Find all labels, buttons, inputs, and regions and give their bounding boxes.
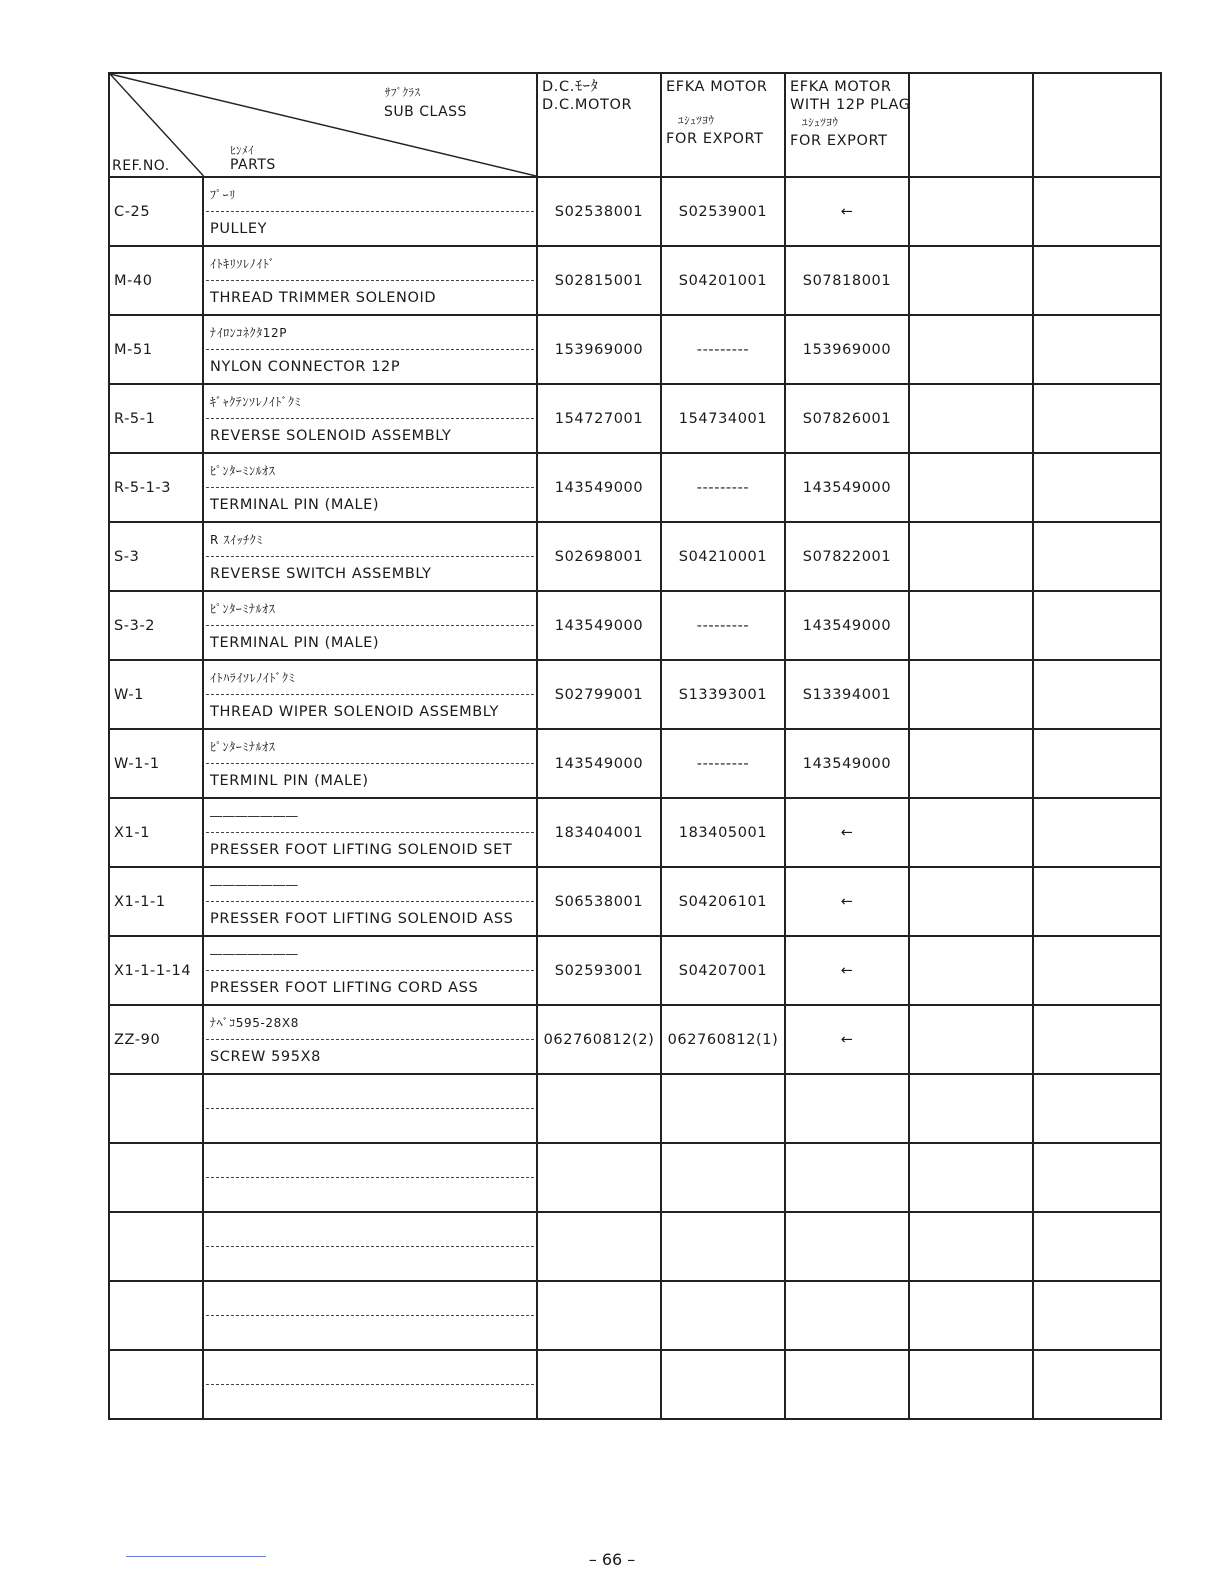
ref-no-cell: X1-1-1 <box>109 867 203 936</box>
part-code-cell-2: S04206101 <box>661 867 785 936</box>
part-code-cell-3: S13394001 <box>785 660 909 729</box>
part-name-jp: ――――――― <box>210 808 299 823</box>
part-name-cell <box>203 453 537 522</box>
part-code-cell-4 <box>909 1350 1033 1419</box>
col-header-line: EFKA MOTOR <box>790 79 892 95</box>
part-code-cell-4 <box>909 1005 1033 1074</box>
part-name-jp: ﾅｲﾛﾝｺﾈｸﾀ12P <box>210 326 288 340</box>
ref-no-cell: M-40 <box>109 246 203 315</box>
part-code-cell-4 <box>909 453 1033 522</box>
table-row <box>109 729 1161 798</box>
part-code-cell-3: 143549000 <box>785 591 909 660</box>
part-code-cell-5 <box>1033 729 1161 798</box>
part-name-jp: ｲﾄﾊﾗｲｿﾚﾉｲﾄﾞｸﾐ <box>210 671 296 685</box>
col-header-line: FOR EXPORT <box>790 133 888 149</box>
table-row <box>109 660 1161 729</box>
part-name-jp <box>204 1144 536 1177</box>
part-code-cell-1: 183404001 <box>537 798 661 867</box>
part-name-jp: ﾋﾟﾝﾀｰﾐﾅﾙｵｽ <box>210 602 276 616</box>
part-code-cell-3: S07826001 <box>785 384 909 453</box>
part-code-cell-3: ← <box>785 798 909 867</box>
ref-no-cell: X1-1 <box>109 798 203 867</box>
part-name-cell <box>203 729 537 798</box>
part-code-cell-1 <box>537 1074 661 1143</box>
page-number: – 66 – <box>588 1550 636 1569</box>
ref-no-cell: S-3 <box>109 522 203 591</box>
part-code-cell-1 <box>537 1143 661 1212</box>
part-name-jp: ﾋﾟﾝﾀｰﾐﾅﾙｵｽ <box>210 740 276 754</box>
part-code-cell-1: 143549000 <box>537 729 661 798</box>
part-code-cell-3: ← <box>785 177 909 246</box>
part-code-cell-1: 154727001 <box>537 384 661 453</box>
part-code-cell-1: S02538001 <box>537 177 661 246</box>
header-corner-cell <box>109 73 537 177</box>
part-code-cell-5 <box>1033 1005 1161 1074</box>
part-code-cell-2: --------- <box>661 591 785 660</box>
ref-no-cell: R-5-1-3 <box>109 453 203 522</box>
part-code-cell-1: S02593001 <box>537 936 661 1005</box>
col-header-line: WITH 12P PLAG <box>790 97 911 113</box>
part-code-cell-1: 153969000 <box>537 315 661 384</box>
table-row <box>109 936 1161 1005</box>
parts-table <box>108 72 1162 1420</box>
parts-sheet <box>108 72 1160 1410</box>
part-code-cell-1: S02698001 <box>537 522 661 591</box>
part-code-cell-1: 143549000 <box>537 453 661 522</box>
part-name-jp: ｷﾞｬｸﾃﾝｿﾚﾉｲﾄﾞｸﾐ <box>210 395 302 409</box>
part-code-cell-2 <box>661 1350 785 1419</box>
part-code-cell-5 <box>1033 384 1161 453</box>
part-code-cell-4 <box>909 936 1033 1005</box>
part-code-cell-3: S07822001 <box>785 522 909 591</box>
table-row <box>109 1350 1161 1419</box>
part-code-cell-4 <box>909 867 1033 936</box>
part-name-en <box>204 1316 536 1349</box>
part-name-en <box>204 1247 536 1280</box>
ref-no-cell: W-1-1 <box>109 729 203 798</box>
header-row <box>109 73 1161 177</box>
part-code-cell-5 <box>1033 867 1161 936</box>
sub-class-label: SUB CLASS <box>384 104 467 120</box>
ref-no-cell <box>109 1281 203 1350</box>
part-code-cell-1 <box>537 1281 661 1350</box>
part-name-en: PULLEY <box>210 220 268 237</box>
col-header-line <box>666 96 784 112</box>
part-code-cell-2: S04207001 <box>661 936 785 1005</box>
ref-no-cell <box>109 1074 203 1143</box>
col-header-line: ﾕｼｭﾂﾖｳ <box>802 116 839 129</box>
part-name-en: PRESSER FOOT LIFTING CORD ASS <box>210 979 479 996</box>
ref-no-cell: W-1 <box>109 660 203 729</box>
ref-no-cell: R-5-1 <box>109 384 203 453</box>
part-code-cell-2: S04201001 <box>661 246 785 315</box>
part-name-en: TERMINAL PIN (MALE) <box>210 496 380 513</box>
part-code-cell-3 <box>785 1074 909 1143</box>
part-name-en <box>204 1109 536 1142</box>
table-row <box>109 1143 1161 1212</box>
part-code-cell-1: 062760812(2) <box>537 1005 661 1074</box>
part-name-cell <box>203 591 537 660</box>
part-name-en: PRESSER FOOT LIFTING SOLENOID SET <box>210 841 513 858</box>
table-row <box>109 867 1161 936</box>
part-code-cell-5 <box>1033 591 1161 660</box>
part-code-cell-3 <box>785 1212 909 1281</box>
part-name-cell <box>203 1005 537 1074</box>
part-code-cell-2: 154734001 <box>661 384 785 453</box>
part-name-cell <box>203 384 537 453</box>
col-header-line: D.C.ﾓｰﾀ <box>542 79 599 95</box>
part-name-en: REVERSE SWITCH ASSEMBLY <box>210 565 432 582</box>
part-code-cell-3 <box>785 1281 909 1350</box>
part-code-cell-4 <box>909 798 1033 867</box>
part-name-jp: ﾅﾍﾞｺ595-28X8 <box>210 1016 299 1030</box>
parts-jp-label: ﾋﾝﾒｲ <box>230 144 254 157</box>
table-row <box>109 591 1161 660</box>
sub-class-jp-label: ｻﾌﾞｸﾗｽ <box>385 86 421 99</box>
part-name-jp: ――――――― <box>210 877 299 892</box>
part-code-cell-5 <box>1033 1143 1161 1212</box>
column-header-efka-12p <box>785 73 909 177</box>
part-code-cell-2: --------- <box>661 315 785 384</box>
part-code-cell-2 <box>661 1212 785 1281</box>
part-code-cell-2 <box>661 1074 785 1143</box>
diagonal-lines <box>110 74 536 176</box>
part-name-cell <box>203 1074 537 1143</box>
col-header-line: D.C.MOTOR <box>542 97 633 113</box>
col-header-line: FOR EXPORT <box>666 131 764 147</box>
part-name-en: REVERSE SOLENOID ASSEMBLY <box>210 427 452 444</box>
part-code-cell-1: S02815001 <box>537 246 661 315</box>
part-code-cell-4 <box>909 729 1033 798</box>
column-header-blank-1 <box>909 73 1033 177</box>
table-row <box>109 246 1161 315</box>
part-code-cell-1 <box>537 1350 661 1419</box>
part-name-en: PRESSER FOOT LIFTING SOLENOID ASS <box>210 910 514 927</box>
part-code-cell-4 <box>909 1281 1033 1350</box>
part-name-cell <box>203 867 537 936</box>
part-code-cell-2: S02539001 <box>661 177 785 246</box>
part-name-en: TERMINAL PIN (MALE) <box>210 634 380 651</box>
part-name-en: THREAD WIPER SOLENOID ASSEMBLY <box>210 703 500 720</box>
table-row <box>109 1005 1161 1074</box>
table-row <box>109 177 1161 246</box>
ref-no-cell <box>109 1350 203 1419</box>
part-code-cell-2 <box>661 1143 785 1212</box>
part-name-cell <box>203 1143 537 1212</box>
part-code-cell-3 <box>785 1350 909 1419</box>
part-code-cell-4 <box>909 522 1033 591</box>
part-name-jp <box>204 1351 536 1384</box>
part-code-cell-4 <box>909 1212 1033 1281</box>
part-name-cell <box>203 522 537 591</box>
ref-no-cell: C-25 <box>109 177 203 246</box>
part-code-cell-4 <box>909 591 1033 660</box>
part-code-cell-3: ← <box>785 936 909 1005</box>
part-name-cell <box>203 1350 537 1419</box>
part-code-cell-2: --------- <box>661 453 785 522</box>
part-name-jp <box>204 1075 536 1108</box>
table-row <box>109 453 1161 522</box>
part-code-cell-5 <box>1033 522 1161 591</box>
col-header-line: ﾕｼｭﾂﾖｳ <box>678 114 715 127</box>
table-row <box>109 1074 1161 1143</box>
part-code-cell-3: 143549000 <box>785 729 909 798</box>
part-code-cell-4 <box>909 1143 1033 1212</box>
ref-no-cell: ZZ-90 <box>109 1005 203 1074</box>
part-code-cell-5 <box>1033 315 1161 384</box>
part-code-cell-1: S06538001 <box>537 867 661 936</box>
part-code-cell-3: 143549000 <box>785 453 909 522</box>
part-name-jp <box>204 1282 536 1315</box>
part-name-en: NYLON CONNECTOR 12P <box>210 358 401 375</box>
part-code-cell-4 <box>909 177 1033 246</box>
part-name-en <box>204 1178 536 1211</box>
part-name-cell <box>203 660 537 729</box>
part-code-cell-2: 062760812(1) <box>661 1005 785 1074</box>
part-code-cell-1: 143549000 <box>537 591 661 660</box>
part-name-cell <box>203 798 537 867</box>
part-code-cell-4 <box>909 246 1033 315</box>
ref-no-cell: S-3-2 <box>109 591 203 660</box>
part-code-cell-4 <box>909 315 1033 384</box>
part-code-cell-1 <box>537 1212 661 1281</box>
part-name-cell <box>203 177 537 246</box>
part-name-jp: ﾋﾟﾝﾀｰﾐﾝﾙｵｽ <box>210 464 276 478</box>
ref-no-cell: M-51 <box>109 315 203 384</box>
part-code-cell-5 <box>1033 1212 1161 1281</box>
part-code-cell-4 <box>909 1074 1033 1143</box>
part-code-cell-5 <box>1033 1074 1161 1143</box>
part-name-en: SCREW 595X8 <box>210 1048 321 1065</box>
ref-no-cell: X1-1-1-14 <box>109 936 203 1005</box>
col-header-line: EFKA MOTOR <box>666 79 768 95</box>
table-row <box>109 522 1161 591</box>
part-name-cell <box>203 246 537 315</box>
part-name-jp: ｲﾄｷﾘｿﾚﾉｲﾄﾞ <box>210 257 276 271</box>
part-code-cell-3: ← <box>785 867 909 936</box>
part-code-cell-5 <box>1033 936 1161 1005</box>
part-code-cell-5 <box>1033 453 1161 522</box>
part-name-jp: R ｽｲｯﾁｸﾐ <box>210 533 263 547</box>
part-name-cell <box>203 936 537 1005</box>
part-code-cell-2: S13393001 <box>661 660 785 729</box>
part-name-jp: ――――――― <box>210 946 299 961</box>
part-code-cell-4 <box>909 384 1033 453</box>
part-code-cell-3: S07818001 <box>785 246 909 315</box>
part-code-cell-5 <box>1033 660 1161 729</box>
column-header-blank-2 <box>1033 73 1161 177</box>
part-name-en <box>204 1385 536 1418</box>
part-code-cell-1: S02799001 <box>537 660 661 729</box>
table-row <box>109 798 1161 867</box>
part-code-cell-5 <box>1033 177 1161 246</box>
part-name-en: TERMINL PIN (MALE) <box>210 772 369 789</box>
part-code-cell-2: 183405001 <box>661 798 785 867</box>
part-name-en: THREAD TRIMMER SOLENOID <box>210 289 437 306</box>
table-row <box>109 1281 1161 1350</box>
part-code-cell-2 <box>661 1281 785 1350</box>
part-code-cell-3: 153969000 <box>785 315 909 384</box>
part-name-jp <box>204 1213 536 1246</box>
parts-rows <box>109 177 1161 1419</box>
ref-no-cell <box>109 1212 203 1281</box>
column-header-efka-export <box>661 73 785 177</box>
part-code-cell-3 <box>785 1143 909 1212</box>
part-name-cell <box>203 315 537 384</box>
column-header-dc-motor <box>537 73 661 177</box>
ref-no-cell <box>109 1143 203 1212</box>
ref-no-label: REF.NO. <box>112 158 170 174</box>
table-row <box>109 384 1161 453</box>
parts-label: PARTS <box>230 157 276 173</box>
part-code-cell-2: S04210001 <box>661 522 785 591</box>
part-code-cell-5 <box>1033 246 1161 315</box>
table-row <box>109 315 1161 384</box>
part-code-cell-5 <box>1033 1350 1161 1419</box>
part-code-cell-4 <box>909 660 1033 729</box>
part-name-jp: ﾌﾟｰﾘ <box>210 188 236 202</box>
part-code-cell-2: --------- <box>661 729 785 798</box>
table-row <box>109 1212 1161 1281</box>
part-code-cell-3: ← <box>785 1005 909 1074</box>
part-name-cell <box>203 1212 537 1281</box>
part-name-cell <box>203 1281 537 1350</box>
part-code-cell-5 <box>1033 1281 1161 1350</box>
part-code-cell-5 <box>1033 798 1161 867</box>
